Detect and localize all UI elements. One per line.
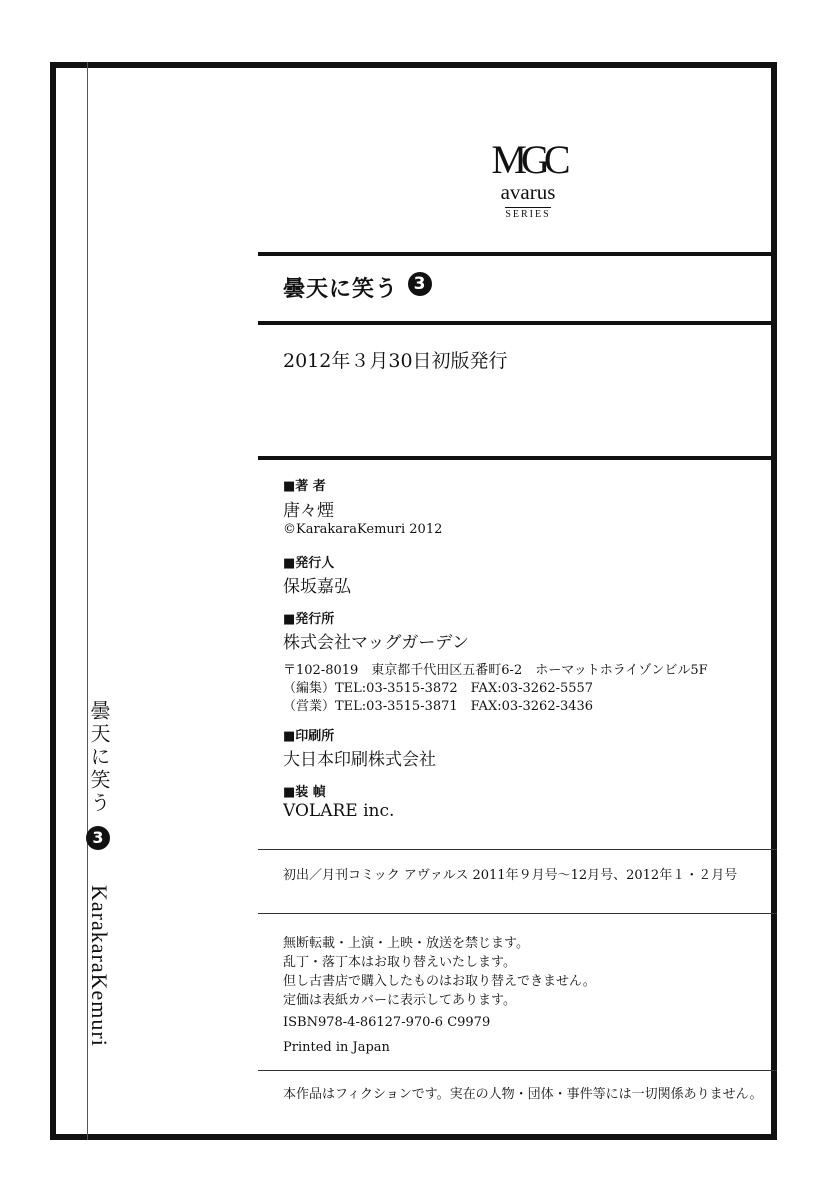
rule-fiction — [258, 1070, 777, 1071]
rule-title — [258, 321, 777, 325]
printer-name: 大日本印刷株式会社 — [283, 750, 436, 770]
design-label: ■装 幀 — [283, 785, 326, 800]
notice-1: 無断転載・上演・上映・放送を禁じます。 — [283, 936, 529, 951]
notice-4: 定価は表紙カバーに表示してあります。 — [283, 993, 516, 1008]
printer-label: ■印刷所 — [283, 729, 335, 744]
book-title-text: 曇天に笑う — [283, 277, 399, 302]
logo-mark: MGC — [491, 137, 565, 182]
publisher-name: 株式会社マッグガーデン — [283, 633, 469, 653]
volume-badge: 3 — [408, 272, 432, 296]
copyright: ©KarakaraKemuri 2012 — [283, 522, 443, 537]
book-title — [283, 272, 432, 303]
notice-3: 但し古書店で購入したものはお取り替えできません。 — [283, 974, 596, 989]
first-publication: 初出／月刊コミック アヴァルス 2011年９月号〜12月号、2012年１・２月号 — [283, 868, 738, 883]
publisher-person-label: ■発行人 — [283, 556, 335, 571]
spine-author: KarakaraKemuri — [87, 885, 112, 1047]
rule-credits — [258, 456, 777, 460]
fiction-notice: 本作品はフィクションです。実在の人物・団体・事件等には一切関係ありません。 — [283, 1087, 763, 1102]
edition-date: 2012年３月30日初版発行 — [283, 350, 508, 372]
publisher-person-name: 保坂嘉弘 — [283, 577, 351, 597]
author-label: ■著 者 — [283, 479, 326, 494]
notice-2: 乱丁・落丁本はお取り替えいたします。 — [283, 955, 516, 970]
spine-title: 曇天に笑う — [87, 700, 111, 815]
publisher-label: ■発行所 — [283, 612, 335, 627]
rule-notices — [258, 913, 777, 914]
rule-top — [258, 252, 777, 256]
printed-in: Printed in Japan — [283, 1040, 390, 1055]
author-name: 唐々煙 — [283, 501, 334, 521]
design-name: VOLARE inc. — [283, 801, 395, 821]
publisher-sales: （営業）TEL:03-3515-3871 FAX:03-3262-3436 — [283, 699, 594, 714]
logo-avarus: avarus — [500, 180, 556, 204]
spine-volume: 3 — [86, 826, 110, 850]
publisher-address: 〒102-8019 東京都千代田区五番町6-2 ホーマットホライゾンビル5F — [283, 663, 708, 678]
rule-firstpub — [258, 849, 777, 850]
isbn: ISBN978-4-86127-970-6 C9979 — [283, 1015, 491, 1030]
logo-series: SERIES — [505, 209, 551, 220]
publisher-editorial: （編集）TEL:03-3515-3872 FAX:03-3262-5557 — [283, 681, 594, 696]
publisher-logo — [488, 137, 568, 232]
